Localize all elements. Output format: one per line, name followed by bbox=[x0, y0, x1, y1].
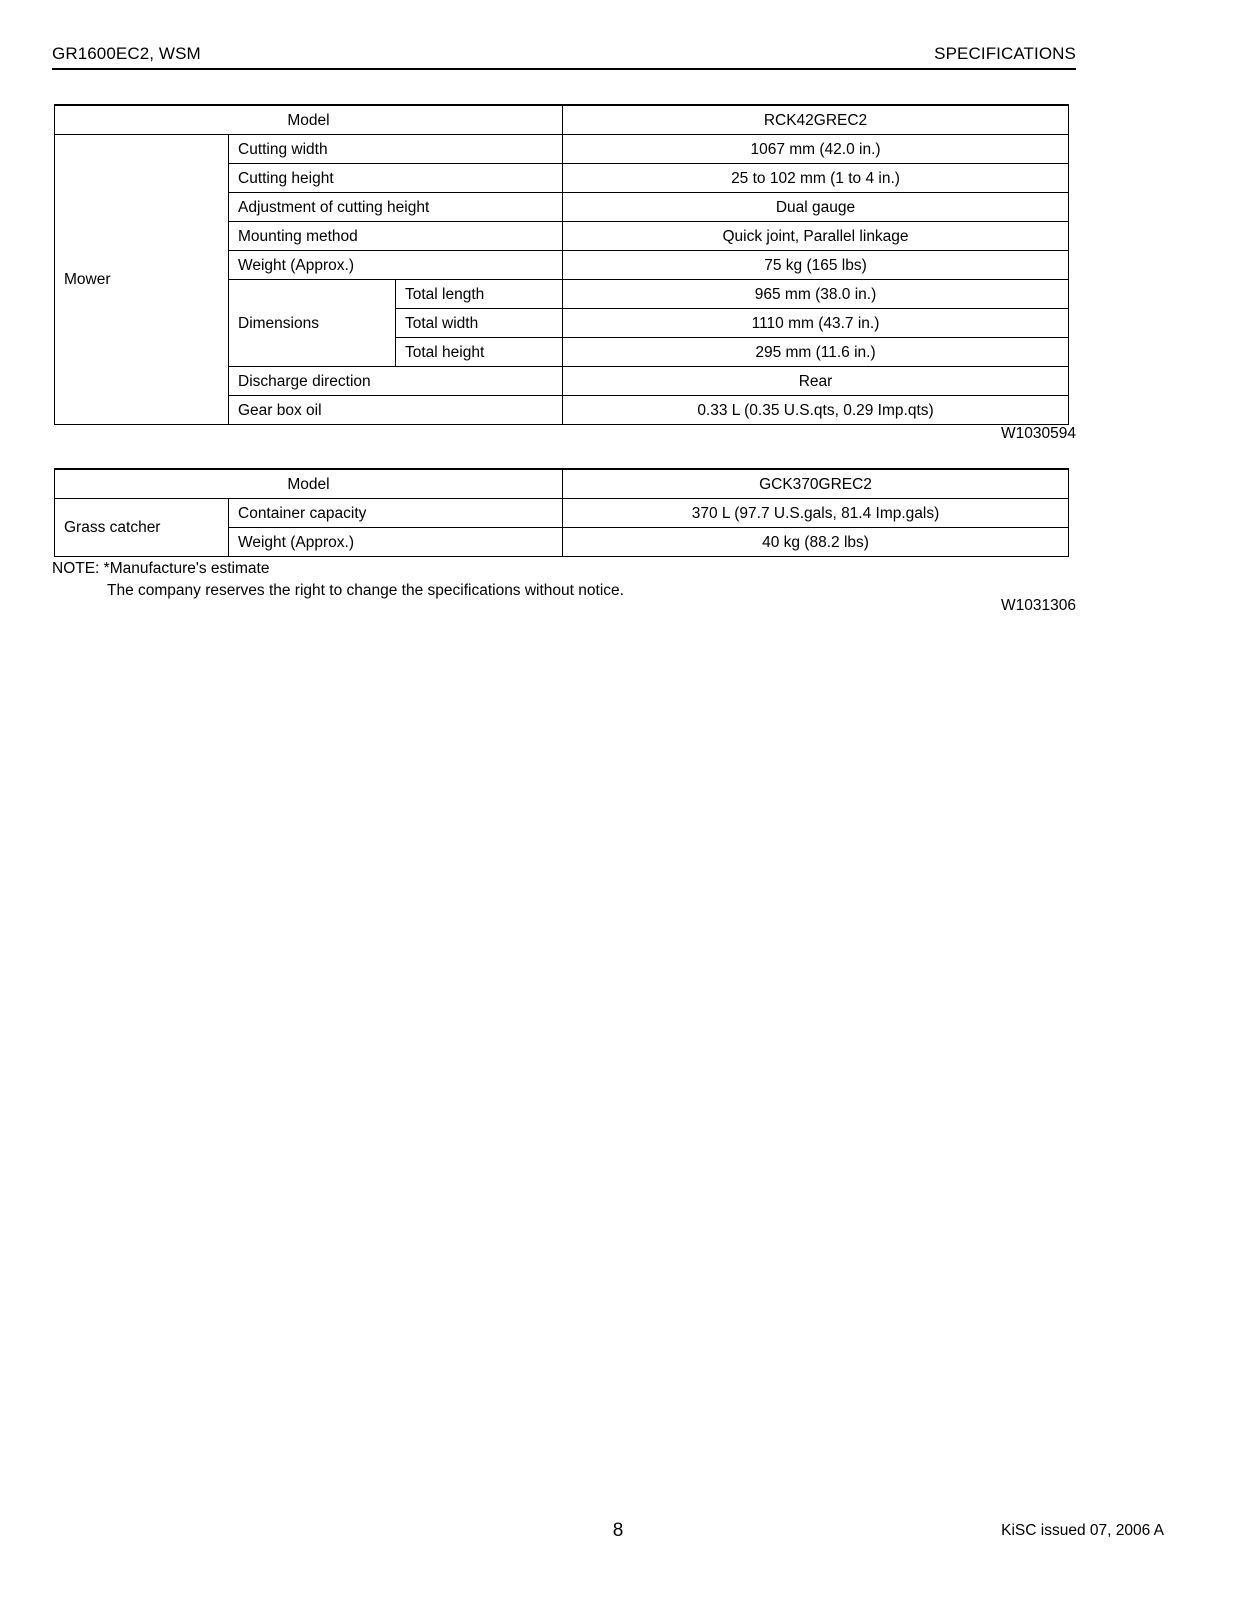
spec-label: Discharge direction bbox=[229, 367, 563, 396]
spec-label: Adjustment of cutting height bbox=[229, 193, 563, 222]
page-header bbox=[52, 44, 1076, 70]
note-line-change-notice: The company reserves the right to change the specifications without notice. bbox=[107, 582, 624, 599]
grass-catcher-table-reference-number: W1031306 bbox=[1001, 597, 1076, 614]
spec-value: 75 kg (165 lbs) bbox=[563, 251, 1069, 280]
table-row bbox=[55, 135, 1069, 164]
spec-value: 295 mm (11.6 in.) bbox=[563, 338, 1069, 367]
spec-label: Cutting width bbox=[229, 135, 563, 164]
note-block bbox=[52, 558, 952, 602]
table-row bbox=[55, 499, 1069, 528]
spec-value: 40 kg (88.2 lbs) bbox=[563, 528, 1069, 557]
spec-label: Mounting method bbox=[229, 222, 563, 251]
spec-label: Weight (Approx.) bbox=[229, 251, 563, 280]
mower-specifications-table bbox=[54, 104, 1069, 425]
table-row bbox=[55, 105, 1069, 135]
group-label-grass-catcher: Grass catcher bbox=[55, 499, 229, 557]
header-section-title: SPECIFICATIONS bbox=[934, 44, 1076, 63]
model-header-label: Model bbox=[55, 469, 563, 499]
mower-table-reference-number: W1030594 bbox=[1001, 425, 1076, 442]
spec-sub-label: Total width bbox=[396, 309, 563, 338]
model-header-value: RCK42GREC2 bbox=[563, 105, 1069, 135]
footer-issued-text: KiSC issued 07, 2006 A bbox=[1001, 1522, 1164, 1539]
spec-value: 1110 mm (43.7 in.) bbox=[563, 309, 1069, 338]
spec-label: Weight (Approx.) bbox=[229, 528, 563, 557]
model-header-label: Model bbox=[55, 105, 563, 135]
spec-value: 370 L (97.7 U.S.gals, 81.4 Imp.gals) bbox=[563, 499, 1069, 528]
spec-value: Dual gauge bbox=[563, 193, 1069, 222]
spec-sub-label: Total height bbox=[396, 338, 563, 367]
spec-label-dimensions: Dimensions bbox=[229, 280, 396, 367]
spec-value: 1067 mm (42.0 in.) bbox=[563, 135, 1069, 164]
table-row bbox=[55, 469, 1069, 499]
spec-value: Quick joint, Parallel linkage bbox=[563, 222, 1069, 251]
note-line-manufacture-estimate: NOTE: *Manufacture's estimate bbox=[52, 560, 270, 577]
spec-sub-label: Total length bbox=[396, 280, 563, 309]
grass-catcher-specifications-table bbox=[54, 468, 1069, 557]
spec-label: Container capacity bbox=[229, 499, 563, 528]
header-manual-title: GR1600EC2, WSM bbox=[52, 44, 201, 63]
page-number: 8 bbox=[612, 1520, 624, 1541]
model-header-value: GCK370GREC2 bbox=[563, 469, 1069, 499]
spec-value: 0.33 L (0.35 U.S.qts, 0.29 Imp.qts) bbox=[563, 396, 1069, 425]
spec-label: Gear box oil bbox=[229, 396, 563, 425]
spec-value: 25 to 102 mm (1 to 4 in.) bbox=[563, 164, 1069, 193]
spec-value: Rear bbox=[563, 367, 1069, 396]
header-divider-rule bbox=[52, 68, 1076, 70]
spec-value: 965 mm (38.0 in.) bbox=[563, 280, 1069, 309]
group-label-mower: Mower bbox=[55, 135, 229, 425]
spec-label: Cutting height bbox=[229, 164, 563, 193]
